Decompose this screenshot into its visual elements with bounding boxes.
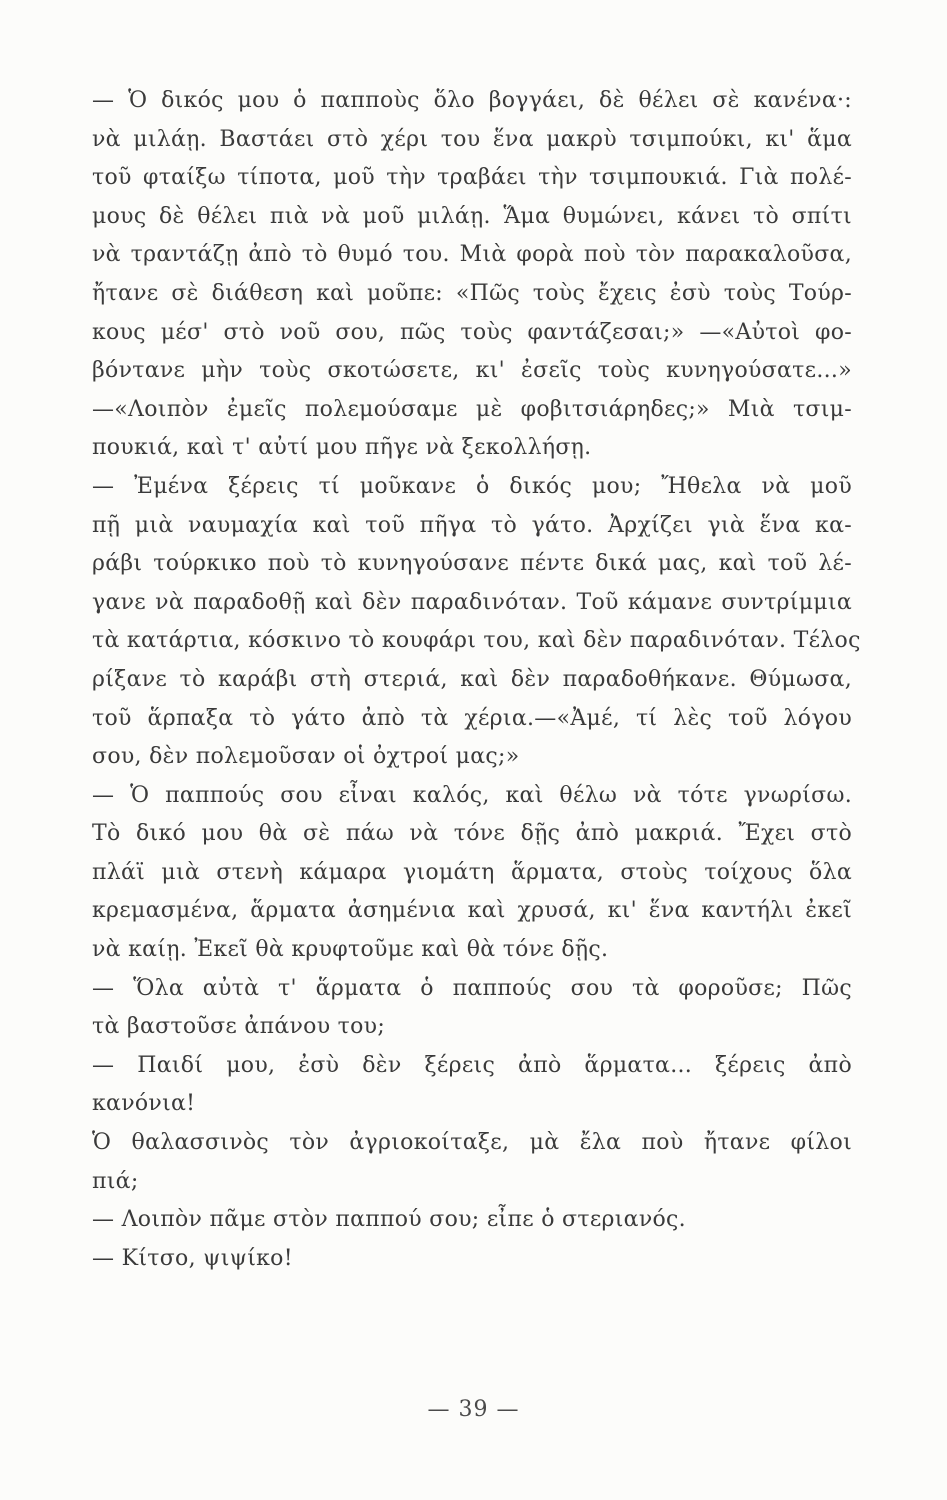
text-line: ἤτανε σὲ διάθεση καὶ μοῦπε: «Πῶς τοὺς ἔχεις ἐσὺ τοὺς Τούρ- bbox=[92, 280, 852, 306]
text-line: πλάϊ μιὰ στενὴ κάμαρα γιομάτη ἅρματα, στοὺς τοίχους ὅλα bbox=[92, 859, 852, 885]
text-line: κανόνια! bbox=[92, 1091, 196, 1117]
text-line: τὰ κατάρτια, κόσκινο τὸ κουφάρι του, καὶ δὲν παραδινόταν. Τέλος bbox=[92, 628, 861, 654]
text-line: νὰ τραντάζῃ ἀπὸ τὸ θυμό του. Μιὰ φορὰ ποὺ τὸν παρακαλοῦσα, bbox=[92, 242, 852, 268]
text-line: ράβι τούρκικο ποὺ τὸ κυνηγούσανε πέντε δικά μας, καὶ τοῦ λέ- bbox=[92, 551, 852, 577]
text-line: πιά; bbox=[92, 1168, 139, 1194]
text-line: τὰ βαστοῦσε ἀπάνου του; bbox=[92, 1014, 386, 1040]
text-line: πῇ μιὰ ναυμαχία καὶ τοῦ πῆγα τὸ γάτο. Ἀρχίζει γιὰ ἕνα κα- bbox=[92, 512, 852, 538]
text-line: κρεμασμένα, ἅρματα ἀσημένια καὶ χρυσά, κι' ἕνα καντήλι ἐκεῖ bbox=[92, 898, 852, 924]
text-line: τοῦ ἅρπαξα τὸ γάτο ἀπὸ τὰ χέρια.—«Ἀμέ, τί λὲς τοῦ λόγου bbox=[92, 705, 852, 731]
text-line: βόντανε μὴν τοὺς σκοτώσετε, κι' ἐσεῖς τοὺς κυνηγούσατε...» bbox=[92, 358, 852, 384]
text-line: γανε νὰ παραδοθῇ καὶ δὲν παραδινόταν. Τοῦ κάμανε συντρίμμια bbox=[92, 589, 852, 615]
text-line: κους μέσ' στὸ νοῦ σου, πῶς τοὺς φαντάζεσαι;» —«Αὐτοὶ φο- bbox=[92, 319, 852, 345]
text-line: σου, δὲν πολεμοῦσαν οἱ ὀχτροί μας;» bbox=[92, 744, 520, 770]
text-line: Τὸ δικό μου θὰ σὲ πάω νὰ τόνε δῇς ἀπὸ μακριά. Ἔχει στὸ bbox=[92, 821, 852, 847]
text-line: τοῦ φταίξω τίποτα, μοῦ τὴν τραβάει τὴν τσιμπουκιά. Γιὰ πολέ- bbox=[92, 165, 852, 191]
text-line: νὰ μιλάῃ. Βαστάει στὸ χέρι του ἕνα μακρὺ τσιμπούκι, κι' ἅμα bbox=[92, 126, 852, 152]
text-line: Ὁ θαλασσινὸς τὸν ἀγριοκοίταξε, μὰ ἔλα ποὺ ἤτανε φίλοι bbox=[92, 1130, 852, 1156]
text-line: — Κίτσο, ψιψίκο! bbox=[92, 1245, 293, 1271]
text-line: — Λοιπὸν πᾶμε στὸν παππού σου; εἶπε ὁ στεριανός. bbox=[92, 1207, 686, 1233]
text-line: νὰ καίῃ. Ἐκεῖ θὰ κρυφτοῦμε καὶ θὰ τόνε δῇς. bbox=[92, 937, 609, 963]
text-line: —«Λοιπὸν ἐμεῖς πολεμούσαμε μὲ φοβιτσιάρηδες;» Μιὰ τσιμ- bbox=[92, 396, 852, 422]
text-line: — Ὁ δικός μου ὁ παπποὺς ὅλο βογγάει, δὲ θέλει σὲ κανένα·: bbox=[92, 88, 852, 113]
body-text bbox=[92, 82, 861, 1278]
text-line: — Ὁ παππούς σου εἶναι καλός, καὶ θέλω νὰ τότε γνωρίσω. bbox=[92, 782, 852, 808]
text-line: ρίξανε τὸ καράβι στὴ στεριά, καὶ δὲν παραδοθήκανε. Θύμωσα, bbox=[92, 666, 852, 692]
page-number: — 39 — bbox=[427, 1397, 520, 1422]
text-line: — Παιδί μου, ἐσὺ δὲν ξέρεις ἀπὸ ἅρματα... ξέρεις ἀπὸ bbox=[92, 1052, 852, 1078]
text-line: μους δὲ θέλει πιὰ νὰ μοῦ μιλάῃ. Ἅμα θυμώνει, κάνει τὸ σπίτι bbox=[92, 203, 852, 229]
text-line: — Ἐμένα ξέρεις τί μοῦκανε ὁ δικός μου; Ἤθελα νὰ μοῦ bbox=[92, 473, 852, 499]
text-line: πουκιά, καὶ τ' αὐτί μου πῆγε νὰ ξεκολλήσῃ. bbox=[92, 435, 592, 461]
text-line: — Ὅλα αὐτὰ τ' ἅρματα ὁ παππούς σου τὰ φοροῦσε; Πῶς bbox=[92, 975, 852, 1001]
